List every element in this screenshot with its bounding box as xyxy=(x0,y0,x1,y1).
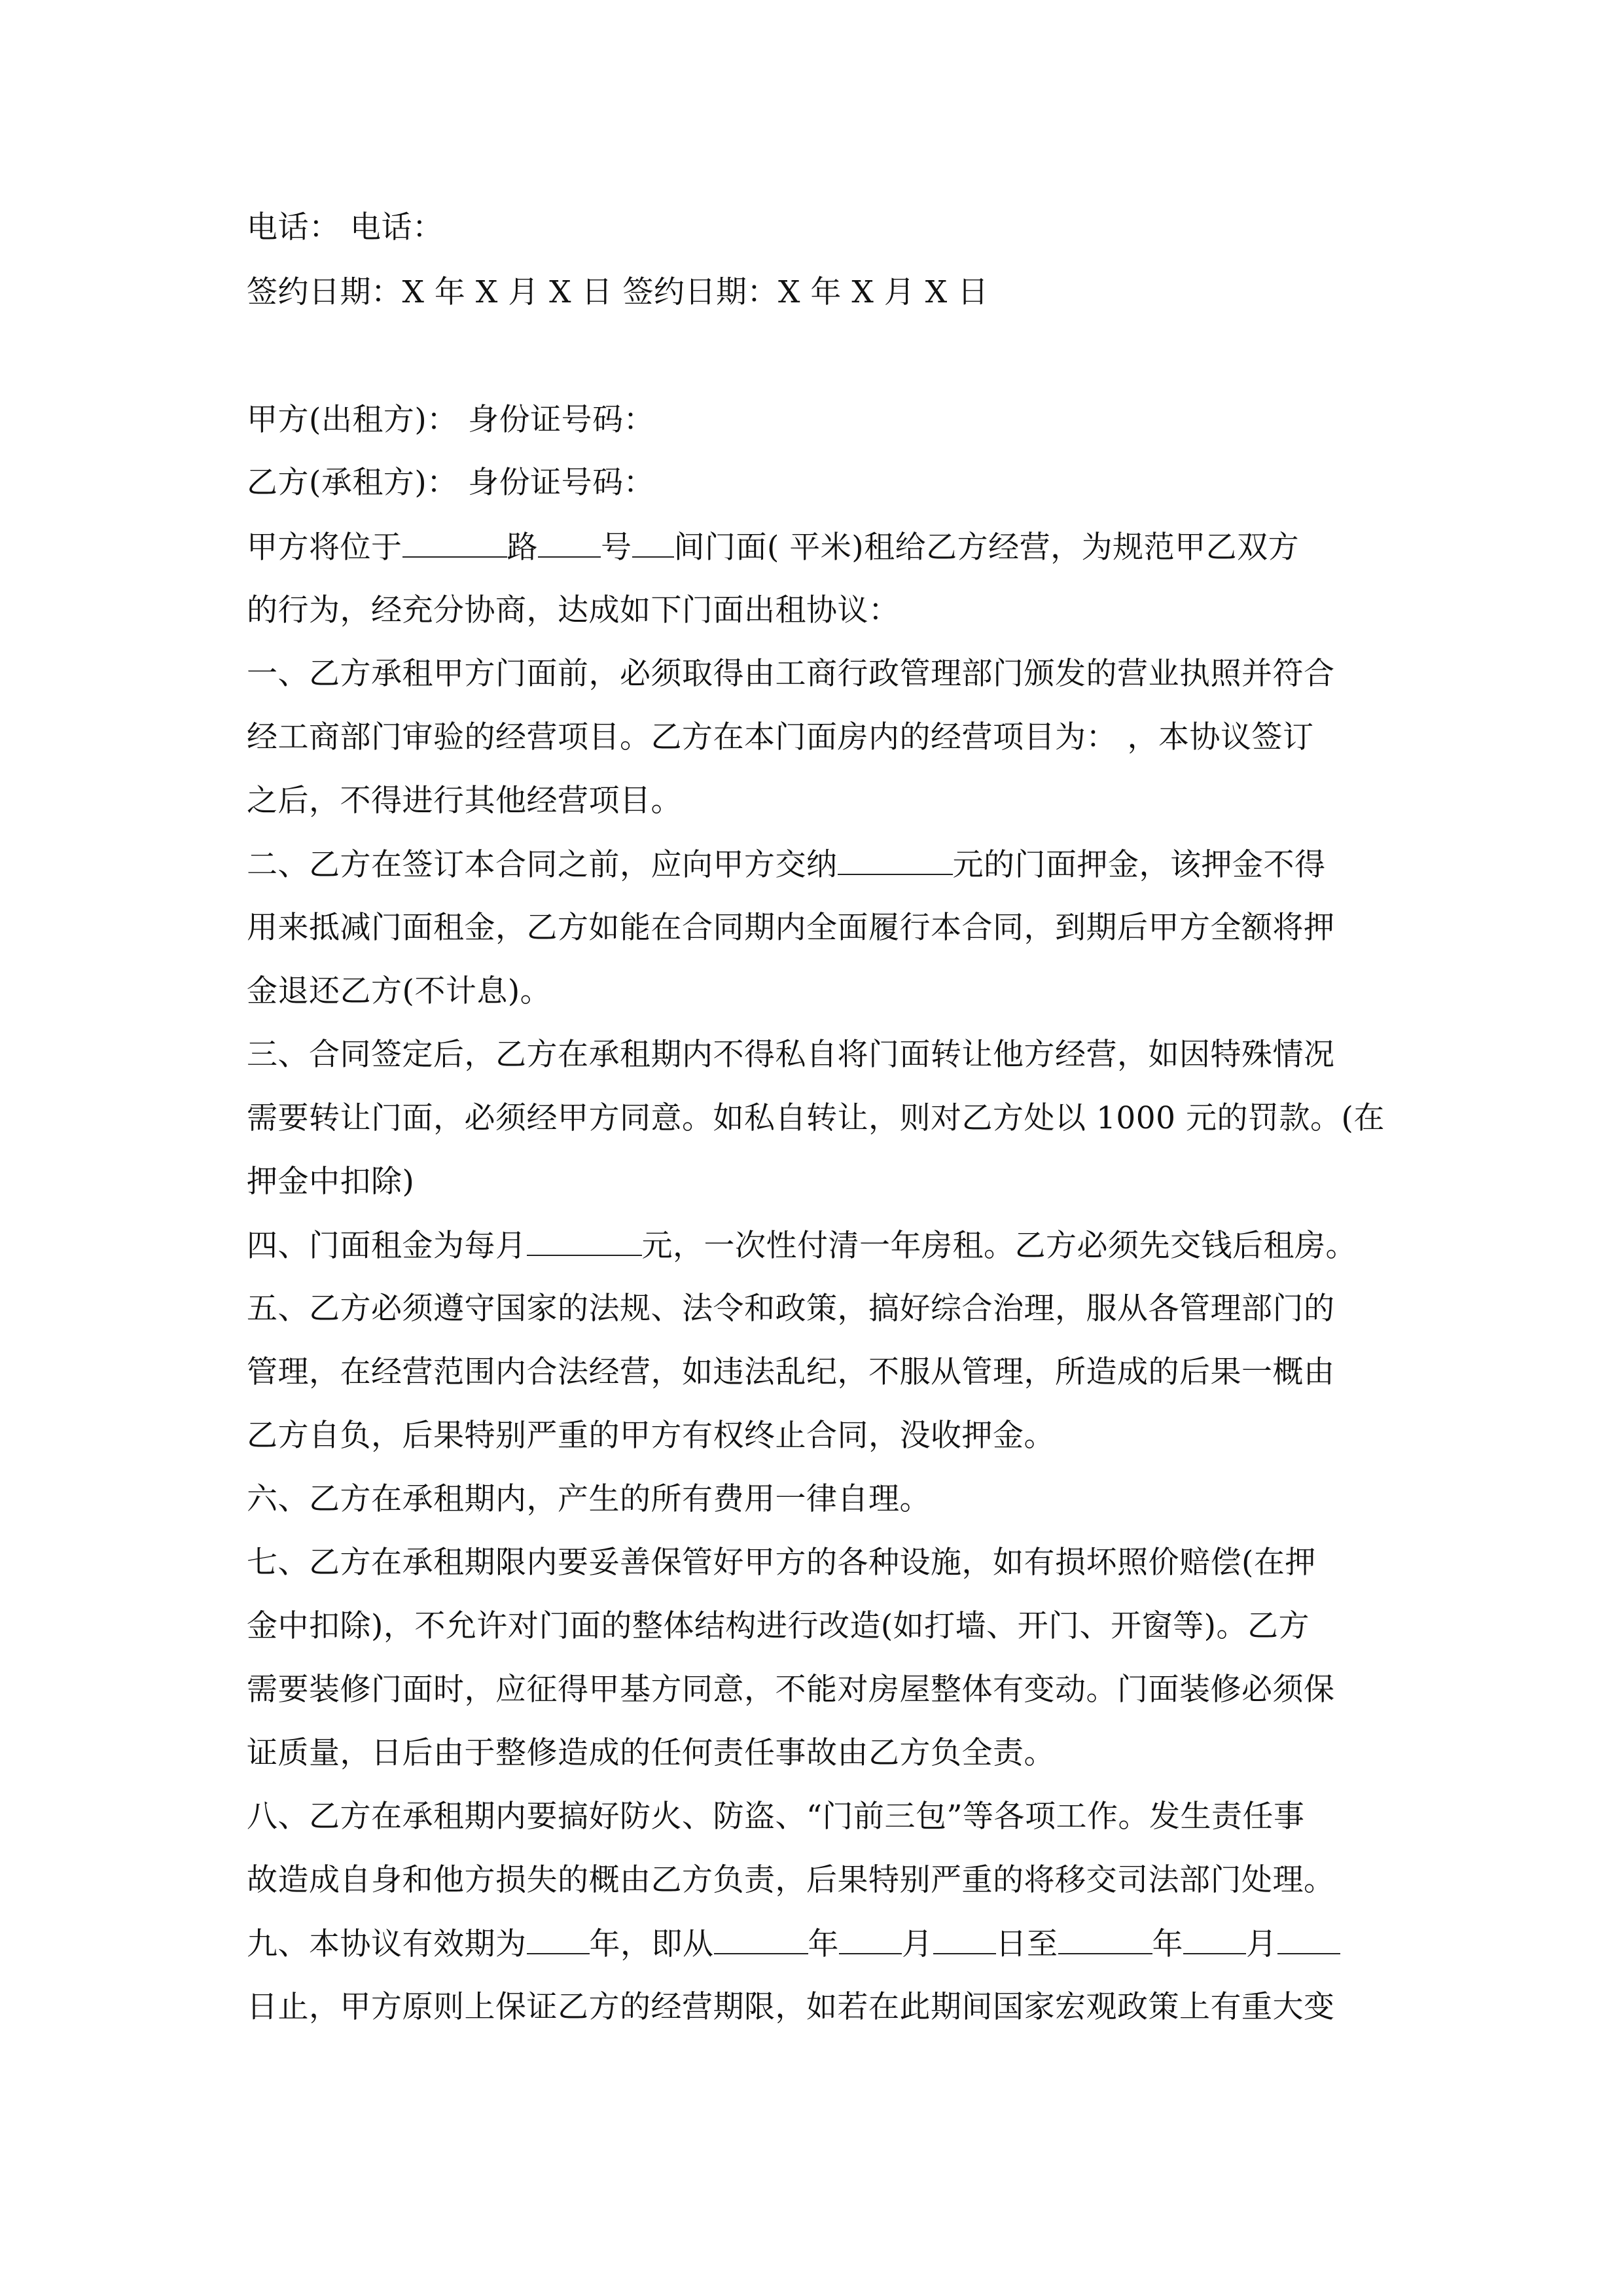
blank-room xyxy=(632,528,674,558)
clause-7-line-4: 证质量，日后由于整修造成的任何责任事故由乙方负全责。 xyxy=(247,1735,1055,1771)
intro-text-1: 甲方将位于 xyxy=(247,529,402,565)
clause-8-line-1: 八、乙方在承租期内要搞好防火、防盗、“门前三包”等各项工作。发生责任事 xyxy=(247,1799,1305,1835)
clause-9-line-1 xyxy=(247,1924,1340,1964)
clause-3-line-1: 三、合同签定后，乙方在承租期内不得私自将门面转让他方经营，如因特殊情况 xyxy=(247,1037,1335,1073)
blank-end-day xyxy=(1277,1924,1340,1954)
clause-8-line-2: 故造成自身和他方损失的概由乙方负责，后果特别严重的将移交司法部门处理。 xyxy=(247,1862,1335,1898)
clause-9-text-5: 日至 xyxy=(995,1926,1058,1962)
clause-7-line-2: 金中扣除)，不允许对门面的整体结构进行改造(如打墙、开门、开窗等)。乙方 xyxy=(247,1608,1310,1644)
clause-2-text-2: 元的门面押金，该押金不得 xyxy=(952,847,1326,883)
lessor-line: 甲方(出租方)： 身份证号码： xyxy=(247,402,655,438)
blank-deposit xyxy=(838,845,953,875)
intro-text-3: 号 xyxy=(601,529,632,565)
clause-9-text-6: 年 xyxy=(1152,1926,1183,1962)
clause-1-line-1: 一、乙方承租甲方门面前，必须取得由工商行政管理部门颁发的营业执照并符合 xyxy=(247,656,1335,692)
clause-6-line: 六、乙方在承租期内，产生的所有费用一律自理。 xyxy=(247,1481,931,1517)
blank-start-day xyxy=(933,1924,996,1954)
clause-4-line xyxy=(247,1226,1357,1266)
clause-9-text-2: 年，即从 xyxy=(589,1926,714,1962)
intro-line-2: 的行为，经充分协商，达成如下门面出租协议： xyxy=(247,592,900,628)
clause-7-line-3: 需要装修门面时，应征得甲基方同意，不能对房屋整体有变动。门面装修必须保 xyxy=(247,1672,1335,1708)
intro-line-1 xyxy=(247,528,1299,567)
blank-end-month xyxy=(1183,1924,1246,1954)
clause-9-line-2: 日止，甲方原则上保证乙方的经营期限，如若在此期间国家宏观政策上有重大变 xyxy=(247,1989,1335,2025)
blank-monthly-rent xyxy=(527,1226,642,1256)
blank-start-year xyxy=(714,1924,808,1954)
blank-term-years xyxy=(527,1924,590,1954)
clause-2-line-1 xyxy=(247,845,1326,885)
blank-number xyxy=(538,528,601,558)
clause-1-line-2: 经工商部门审验的经营项目。乙方在本门面房内的经营项目为： ，本协议签订 xyxy=(247,719,1314,755)
clause-9-text-7: 月 xyxy=(1246,1926,1277,1962)
clause-4-text-2: 元，一次性付清一年房租。乙方必须先交钱后租房。 xyxy=(641,1228,1357,1264)
clause-9-text-1: 九、本协议有效期为 xyxy=(247,1926,527,1962)
clause-9-text-4: 月 xyxy=(902,1926,933,1962)
clause-3-line-2: 需要转让门面，必须经甲方同意。如私自转让，则对乙方处以 1000 元的罚款。(在 xyxy=(247,1100,1385,1136)
clause-2-line-3: 金退还乙方(不计息)。 xyxy=(247,973,552,1009)
clause-5-line-1: 五、乙方必须遵守国家的法规、法令和政策，搞好综合治理，服从各管理部门的 xyxy=(247,1291,1335,1327)
clause-5-line-3: 乙方自负，后果特别严重的甲方有权终止合同，没收押金。 xyxy=(247,1418,1055,1454)
sign-date-line: 签约日期：X 年 X 月 X 日 签约日期：X 年 X 月 X 日 xyxy=(247,274,989,310)
clause-1-line-3: 之后，不得进行其他经营项目。 xyxy=(247,783,682,819)
intro-text-4: 间门面( 平米)租给乙方经营，为规范甲乙双方 xyxy=(673,529,1300,565)
clause-7-line-1: 七、乙方在承租期限内要妥善保管好甲方的各种设施，如有损坏照价赔偿(在押 xyxy=(247,1545,1316,1581)
blank-road xyxy=(402,528,507,558)
blank-end-year xyxy=(1058,1924,1152,1954)
clause-2-line-2: 用来抵减门面租金，乙方如能在合同期内全面履行本合同，到期后甲方全额将押 xyxy=(247,910,1335,946)
blank-start-month xyxy=(839,1924,902,1954)
intro-text-2: 路 xyxy=(507,529,538,565)
phone-line: 电话： 电话： xyxy=(247,209,444,245)
clause-4-text-1: 四、门面租金为每月 xyxy=(247,1228,527,1264)
clause-2-text-1: 二、乙方在签订本合同之前，应向甲方交纳 xyxy=(247,847,838,883)
clause-9-text-3: 年 xyxy=(808,1926,839,1962)
clause-3-line-3: 押金中扣除) xyxy=(247,1164,415,1200)
lessee-line: 乙方(承租方)： 身份证号码： xyxy=(247,465,655,501)
clause-5-line-2: 管理，在经营范围内合法经营，如违法乱纪，不服从管理，所造成的后果一概由 xyxy=(247,1354,1335,1390)
